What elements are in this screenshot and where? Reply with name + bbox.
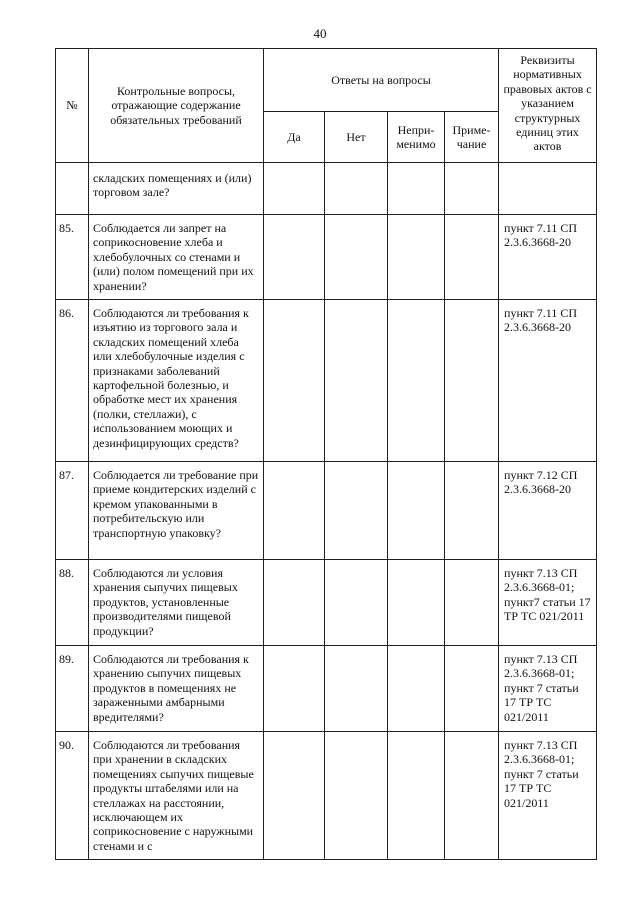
answer-na-cell [388, 646, 445, 732]
header-no: Нет [325, 112, 388, 163]
answer-yes-cell [264, 462, 325, 560]
number-cell: 88. [56, 560, 89, 646]
requisites-cell: пункт 7.13 СП 2.3.6.3668-01; пункт7 статьи 17 ТР ТС 021/2011 [499, 560, 597, 646]
answer-note-cell [445, 163, 499, 215]
header-requisites: Реквизиты нормативных правовых актов с указанием структурных единиц этих актов [499, 49, 597, 163]
header-number: № [56, 49, 89, 163]
question-cell: Соблюдается ли запрет на соприкосновение хлеба и хлебобулочных со стенами и (или) полом помещений при их хранении? [89, 215, 264, 300]
answer-yes-cell [264, 560, 325, 646]
number-cell: 89. [56, 646, 89, 732]
table-row [56, 215, 597, 300]
table-row [56, 300, 597, 462]
answer-yes-cell [264, 163, 325, 215]
answer-yes-cell [264, 215, 325, 300]
table-row [56, 646, 597, 732]
answer-no-cell [325, 646, 388, 732]
requisites-cell: пункт 7.12 СП 2.3.6.3668-20 [499, 462, 597, 560]
answer-na-cell [388, 462, 445, 560]
answer-na-cell [388, 732, 445, 860]
answer-na-cell [388, 300, 445, 462]
answer-no-cell [325, 300, 388, 462]
answer-yes-cell [264, 646, 325, 732]
header-note: Приме- чание [445, 112, 499, 163]
answer-no-cell [325, 462, 388, 560]
question-cell: Соблюдаются ли требования к хранению сыпучих пищевых продуктов в помещениях не зараженными амбарными вредителями? [89, 646, 264, 732]
number-cell: 87. [56, 462, 89, 560]
answer-no-cell [325, 215, 388, 300]
requisites-cell: пункт 7.11 СП 2.3.6.3668-20 [499, 300, 597, 462]
answer-note-cell [445, 732, 499, 860]
question-cell: Соблюдаются ли требования при хранении в складских помещениях сыпучих пищевые продукты штабелями или на стеллажах на расстоянии, исключающем их соприкосновение с наружными стенами и с [89, 732, 264, 860]
requisites-cell [499, 163, 597, 215]
page-number: 40 [313, 26, 327, 41]
table-row [56, 560, 597, 646]
number-cell: 90. [56, 732, 89, 860]
answer-note-cell [445, 560, 499, 646]
header-not-applicable: Непри- менимо [388, 112, 445, 163]
header-questions: Контрольные вопросы, отражающие содержание обязательных требований [89, 49, 264, 163]
answer-na-cell [388, 215, 445, 300]
answer-yes-cell [264, 300, 325, 462]
table-row [56, 462, 597, 560]
number-cell [56, 163, 89, 215]
table-row-continuation [56, 163, 597, 215]
answer-note-cell [445, 215, 499, 300]
header-answers: Ответы на вопросы [264, 49, 499, 112]
requisites-cell: пункт 7.11 СП 2.3.6.3668-20 [499, 215, 597, 300]
answer-no-cell [325, 732, 388, 860]
question-cell: складских помещениях и (или) торговом зале? [89, 163, 264, 215]
header-yes: Да [264, 112, 325, 163]
question-cell: Соблюдаются ли условия хранения сыпучих пищевых продуктов, установленные производителями пищевой продукции? [89, 560, 264, 646]
requisites-cell: пункт 7.13 СП 2.3.6.3668-01; пункт 7 статьи 17 ТР ТС 021/2011 [499, 732, 597, 860]
question-cell: Соблюдается ли требование при приеме кондитерских изделий с кремом упакованными в потребительскую или транспортную упаковку? [89, 462, 264, 560]
question-cell: Соблюдаются ли требования к изъятию из торгового зала и складских помещений хлеба или хлебобулочные изделия с признаками заболеваний картофельной болезнью, и обработке мест их хранения (полки, стеллажи), с использованием моющих и дезинфицирующих средств? [89, 300, 264, 462]
number-cell: 86. [56, 300, 89, 462]
answer-na-cell [388, 560, 445, 646]
requisites-cell: пункт 7.13 СП 2.3.6.3668-01; пункт 7 статьи 17 ТР ТС 021/2011 [499, 646, 597, 732]
answer-no-cell [325, 560, 388, 646]
checklist-table [55, 48, 597, 860]
answer-note-cell [445, 646, 499, 732]
answer-note-cell [445, 300, 499, 462]
answer-note-cell [445, 462, 499, 560]
answer-no-cell [325, 163, 388, 215]
answer-na-cell [388, 163, 445, 215]
answer-yes-cell [264, 732, 325, 860]
number-cell: 85. [56, 215, 89, 300]
table-row [56, 732, 597, 860]
